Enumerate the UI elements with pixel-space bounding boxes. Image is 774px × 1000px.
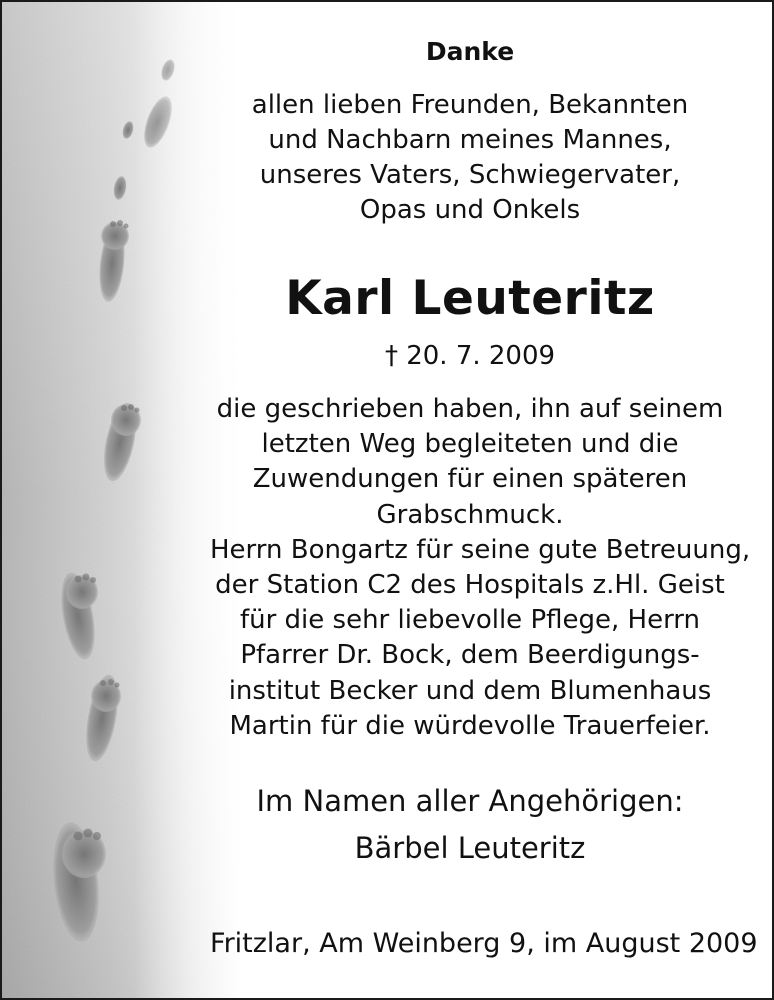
heading-thanks: Danke bbox=[425, 37, 515, 66]
footprints-in-sand-image bbox=[2, 2, 242, 998]
body-line: die geschrieben haben, ihn auf seinem bbox=[216, 394, 724, 424]
signer-name: Bärbel Leuteritz bbox=[354, 831, 586, 865]
intro-line: unseres Vaters, Schwiegervater, bbox=[259, 160, 681, 190]
intro-line: Opas und Onkels bbox=[359, 195, 581, 225]
body-line: institut Becker und dem Blumenhaus bbox=[228, 675, 712, 706]
place-and-date: Fritzlar, Am Weinberg 9, im August 2009 bbox=[210, 928, 758, 959]
body-line: letzten Weg begleiteten und die bbox=[261, 429, 679, 460]
body-line: der Station C2 des Hospitals z.Hl. Geist bbox=[215, 570, 725, 601]
body-line: für die sehr liebevolle Pflege, Herrn bbox=[239, 605, 701, 636]
intro-line: allen lieben Freunden, Bekannten bbox=[251, 90, 689, 120]
intro-paragraph bbox=[210, 88, 730, 228]
footprints-in-sand-illustration bbox=[2, 2, 242, 998]
deceased-name: Karl Leuteritz bbox=[285, 271, 655, 326]
body-line: Grabschmuck. bbox=[376, 499, 564, 530]
body-line: Pfarrer Dr. Bock, dem Beerdigungs- bbox=[240, 640, 700, 671]
body-line: Herrn Bongartz für seine gute Betreuung, bbox=[210, 534, 751, 565]
death-date: † 20. 7. 2009 bbox=[384, 341, 556, 371]
intro-line: und Nachbarn meines Mannes, bbox=[268, 125, 672, 155]
thanks-body-paragraph bbox=[210, 392, 751, 744]
notice-text-column bbox=[210, 0, 758, 1000]
body-line: Zuwendungen für einen späteren bbox=[252, 464, 688, 495]
body-line: Martin für die würdevolle Trauerfeier. bbox=[229, 710, 711, 741]
closing-phrase: Im Namen aller Angehörigen: bbox=[256, 784, 684, 818]
